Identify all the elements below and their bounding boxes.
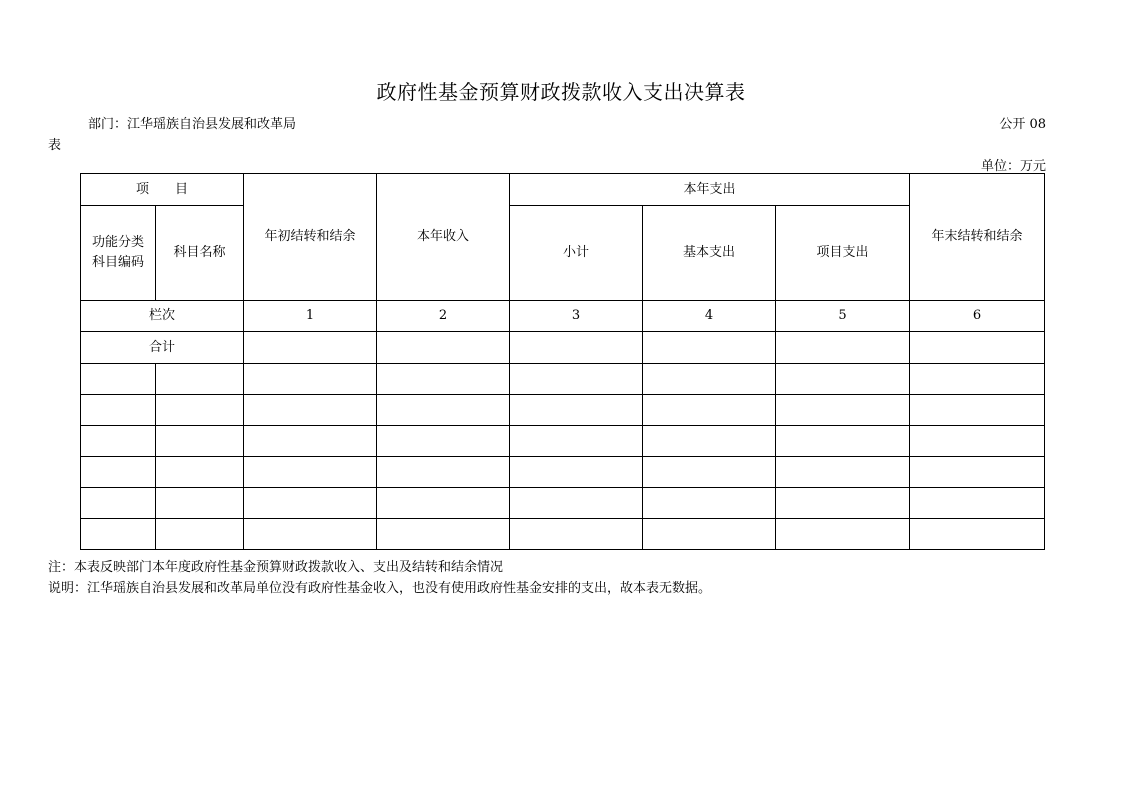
table-cell [81,457,156,488]
table-cell [156,364,244,395]
header-item: 项 目 [81,174,244,206]
table-cell [377,519,510,550]
header-func-code: 功能分类科目编码 [81,206,156,301]
table-cell [510,395,643,426]
table-cell [643,488,776,519]
table-cell [156,395,244,426]
column-index-2: 2 [377,301,510,332]
table-cell [244,364,377,395]
table-cell [377,364,510,395]
total-row [81,332,1045,364]
header-row-1 [81,174,1045,206]
page-title: 政府性基金预算财政拨款收入支出决算表 [376,80,746,104]
total-cell [776,332,910,364]
table-row [81,519,1045,550]
table-cell [81,364,156,395]
table-cell [244,395,377,426]
column-index-row [81,301,1045,332]
table-row [81,395,1045,426]
column-index-3: 3 [510,301,643,332]
department-label: 部门：江华瑶族自治县发展和改革局 [88,117,297,132]
table-cell [643,519,776,550]
total-cell [244,332,377,364]
column-index-1: 1 [244,301,377,332]
table-cell [377,457,510,488]
table-cell [156,426,244,457]
table-row [81,364,1045,395]
total-cell [377,332,510,364]
table-row [81,488,1045,519]
table-cell [81,395,156,426]
header-subject-name: 科目名称 [156,206,244,301]
total-row-label: 合计 [81,332,244,364]
table-cell [910,457,1045,488]
table-cell [244,519,377,550]
table-cell [643,457,776,488]
header-income: 本年收入 [377,174,510,301]
header-basic-exp: 基本支出 [643,206,776,301]
header-opening-balance: 年初结转和结余 [244,174,377,301]
table-cell [510,457,643,488]
table-row [81,426,1045,457]
table-cell [910,426,1045,457]
column-index-5: 5 [776,301,910,332]
table-cell [156,488,244,519]
table-cell [643,426,776,457]
table-cell [776,488,910,519]
total-cell [643,332,776,364]
total-cell [910,332,1045,364]
column-index-label: 栏次 [81,301,244,332]
table-cell [510,488,643,519]
table-cell [776,364,910,395]
table-code-suffix: 表 [48,138,62,153]
table-cell [510,426,643,457]
column-index-4: 4 [643,301,776,332]
table-cell [776,519,910,550]
table-cell [510,519,643,550]
table-cell [776,426,910,457]
table-row [81,457,1045,488]
table-note: 注：本表反映部门本年度政府性基金预算财政拨款收入、支出及结转和结余情况 [48,560,504,575]
table-cell [81,426,156,457]
table-cell [910,395,1045,426]
table-cell [156,519,244,550]
header-closing-balance: 年末结转和结余 [910,174,1045,301]
table-cell [81,519,156,550]
table-cell [244,488,377,519]
table-cell [776,457,910,488]
table-cell [244,426,377,457]
table-cell [643,395,776,426]
table-explanation: 说明：江华瑶族自治县发展和改革局单位没有政府性基金收入，也没有使用政府性基金安排的支出，故本表无数据。 [48,581,712,596]
table-cell [910,488,1045,519]
header-project-exp: 项目支出 [776,206,910,301]
table-cell [910,519,1045,550]
table-cell [156,457,244,488]
header-expenditure-group: 本年支出 [510,174,910,206]
table-cell [377,488,510,519]
unit-label: 单位：万元 [980,159,1046,174]
table-code: 公开 08 [999,117,1046,132]
header-subtotal: 小计 [510,206,643,301]
header-row-2 [81,206,1045,301]
total-cell [510,332,643,364]
table-cell [776,395,910,426]
table-cell [377,426,510,457]
budget-table [80,173,1045,550]
table-cell [510,364,643,395]
table-cell [910,364,1045,395]
table-cell [643,364,776,395]
table-cell [377,395,510,426]
column-index-6: 6 [910,301,1045,332]
table-cell [81,488,156,519]
table-cell [244,457,377,488]
